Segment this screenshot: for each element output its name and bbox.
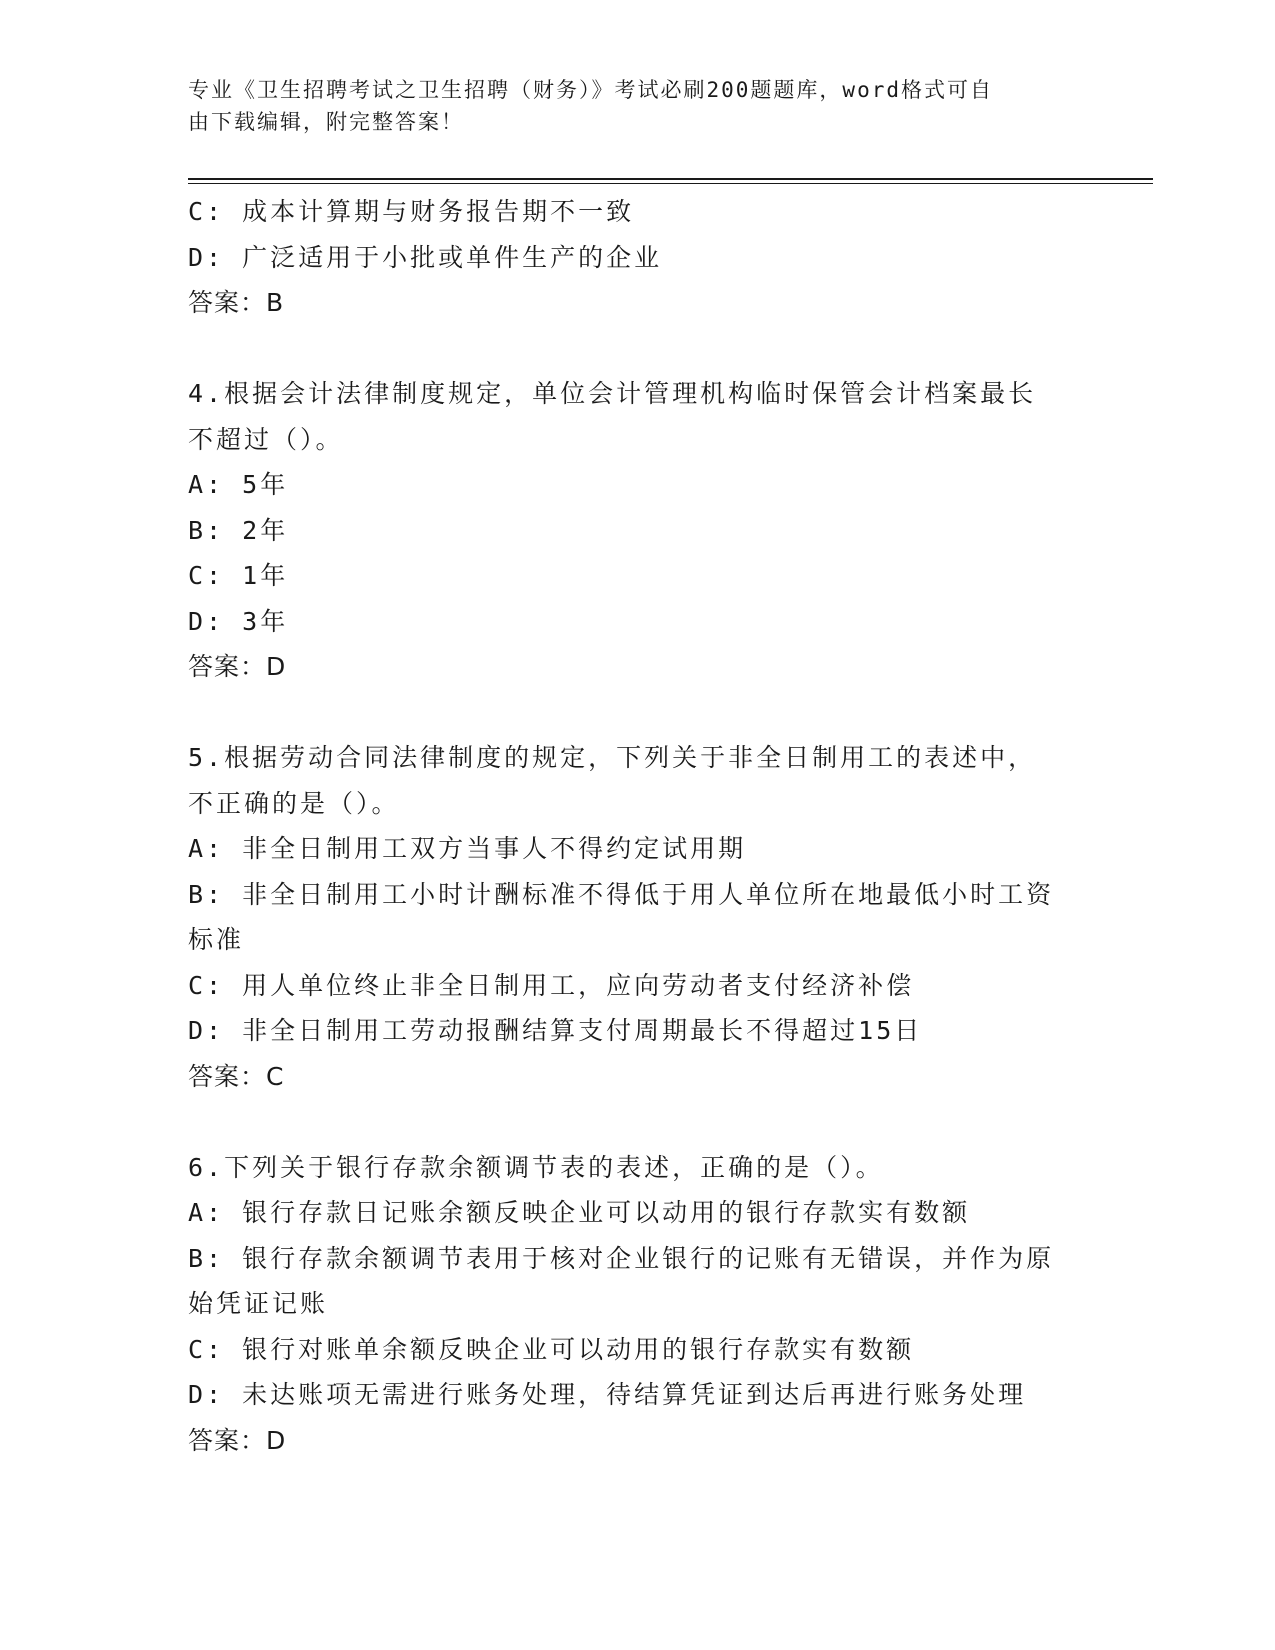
answer-line: 答案：D [188,652,287,681]
header-divider-thin [188,183,1153,184]
spacer [188,326,1088,372]
answer-line: 答案：D [188,1425,287,1455]
question-stem: 不正确的是（）。 [188,788,400,818]
question-6 [188,1145,1088,1464]
option-c: C: 1年 [188,561,289,590]
option-d: D: 未达账项无需进行账务处理，待结算凭证到达后再进行账务处理 [188,1380,1027,1409]
header-line: 专业《卫生招聘考试之卫生招聘（财务）》考试必刷200题题库，word格式可自 [188,78,993,102]
question-4 [188,371,1088,690]
option-c: C: 成本计算期与财务报告期不一致 [188,197,635,226]
question-stem: 4.根据会计法律制度规定，单位会计管理机构临时保管会计档案最长 [188,379,1037,408]
question-stem: 5.根据劳动合同法律制度的规定，下列关于非全日制用工的表述中， [188,743,1037,772]
option-b: B: 非全日制用工小时计酬标准不得低于用人单位所在地最低小时工资 [188,879,1055,909]
option-b-continued: 标准 [188,925,245,954]
continued-question [188,189,1088,326]
option-d: D: 3年 [188,606,289,636]
question-stem: 不超过（）。 [188,424,344,454]
option-d: D: 非全日制用工劳动报酬结算支付周期最长不得超过15日 [188,1016,923,1045]
option-a: A: 银行存款日记账余额反映企业可以动用的银行存款实有数额 [188,1198,971,1227]
option-d: D: 广泛适用于小批或单件生产的企业 [188,242,663,272]
question-5 [188,735,1088,1099]
answer-line: 答案：B [188,288,285,317]
header-line: 由下载编辑，附完整答案！ [188,110,464,134]
answer-line: 答案：C [188,1061,285,1091]
question-content [188,189,1088,1463]
spacer [188,1099,1088,1145]
option-c: C: 银行对账单余额反映企业可以动用的银行存款实有数额 [188,1334,915,1364]
option-a: A: 5年 [188,470,289,499]
question-stem: 6.下列关于银行存款余额调节表的表述，正确的是（）。 [188,1152,884,1182]
option-a: A: 非全日制用工双方当事人不得约定试用期 [188,834,747,863]
option-b: B: 银行存款余额调节表用于核对企业银行的记账有无错误，并作为原 [188,1243,1055,1273]
spacer [188,690,1088,736]
option-b-continued: 始凭证记账 [188,1289,329,1318]
option-b: B: 2年 [188,515,289,545]
option-c: C: 用人单位终止非全日制用工，应向劳动者支付经济补偿 [188,970,915,1000]
header-divider-thick [188,178,1153,180]
document-header [188,74,1068,138]
